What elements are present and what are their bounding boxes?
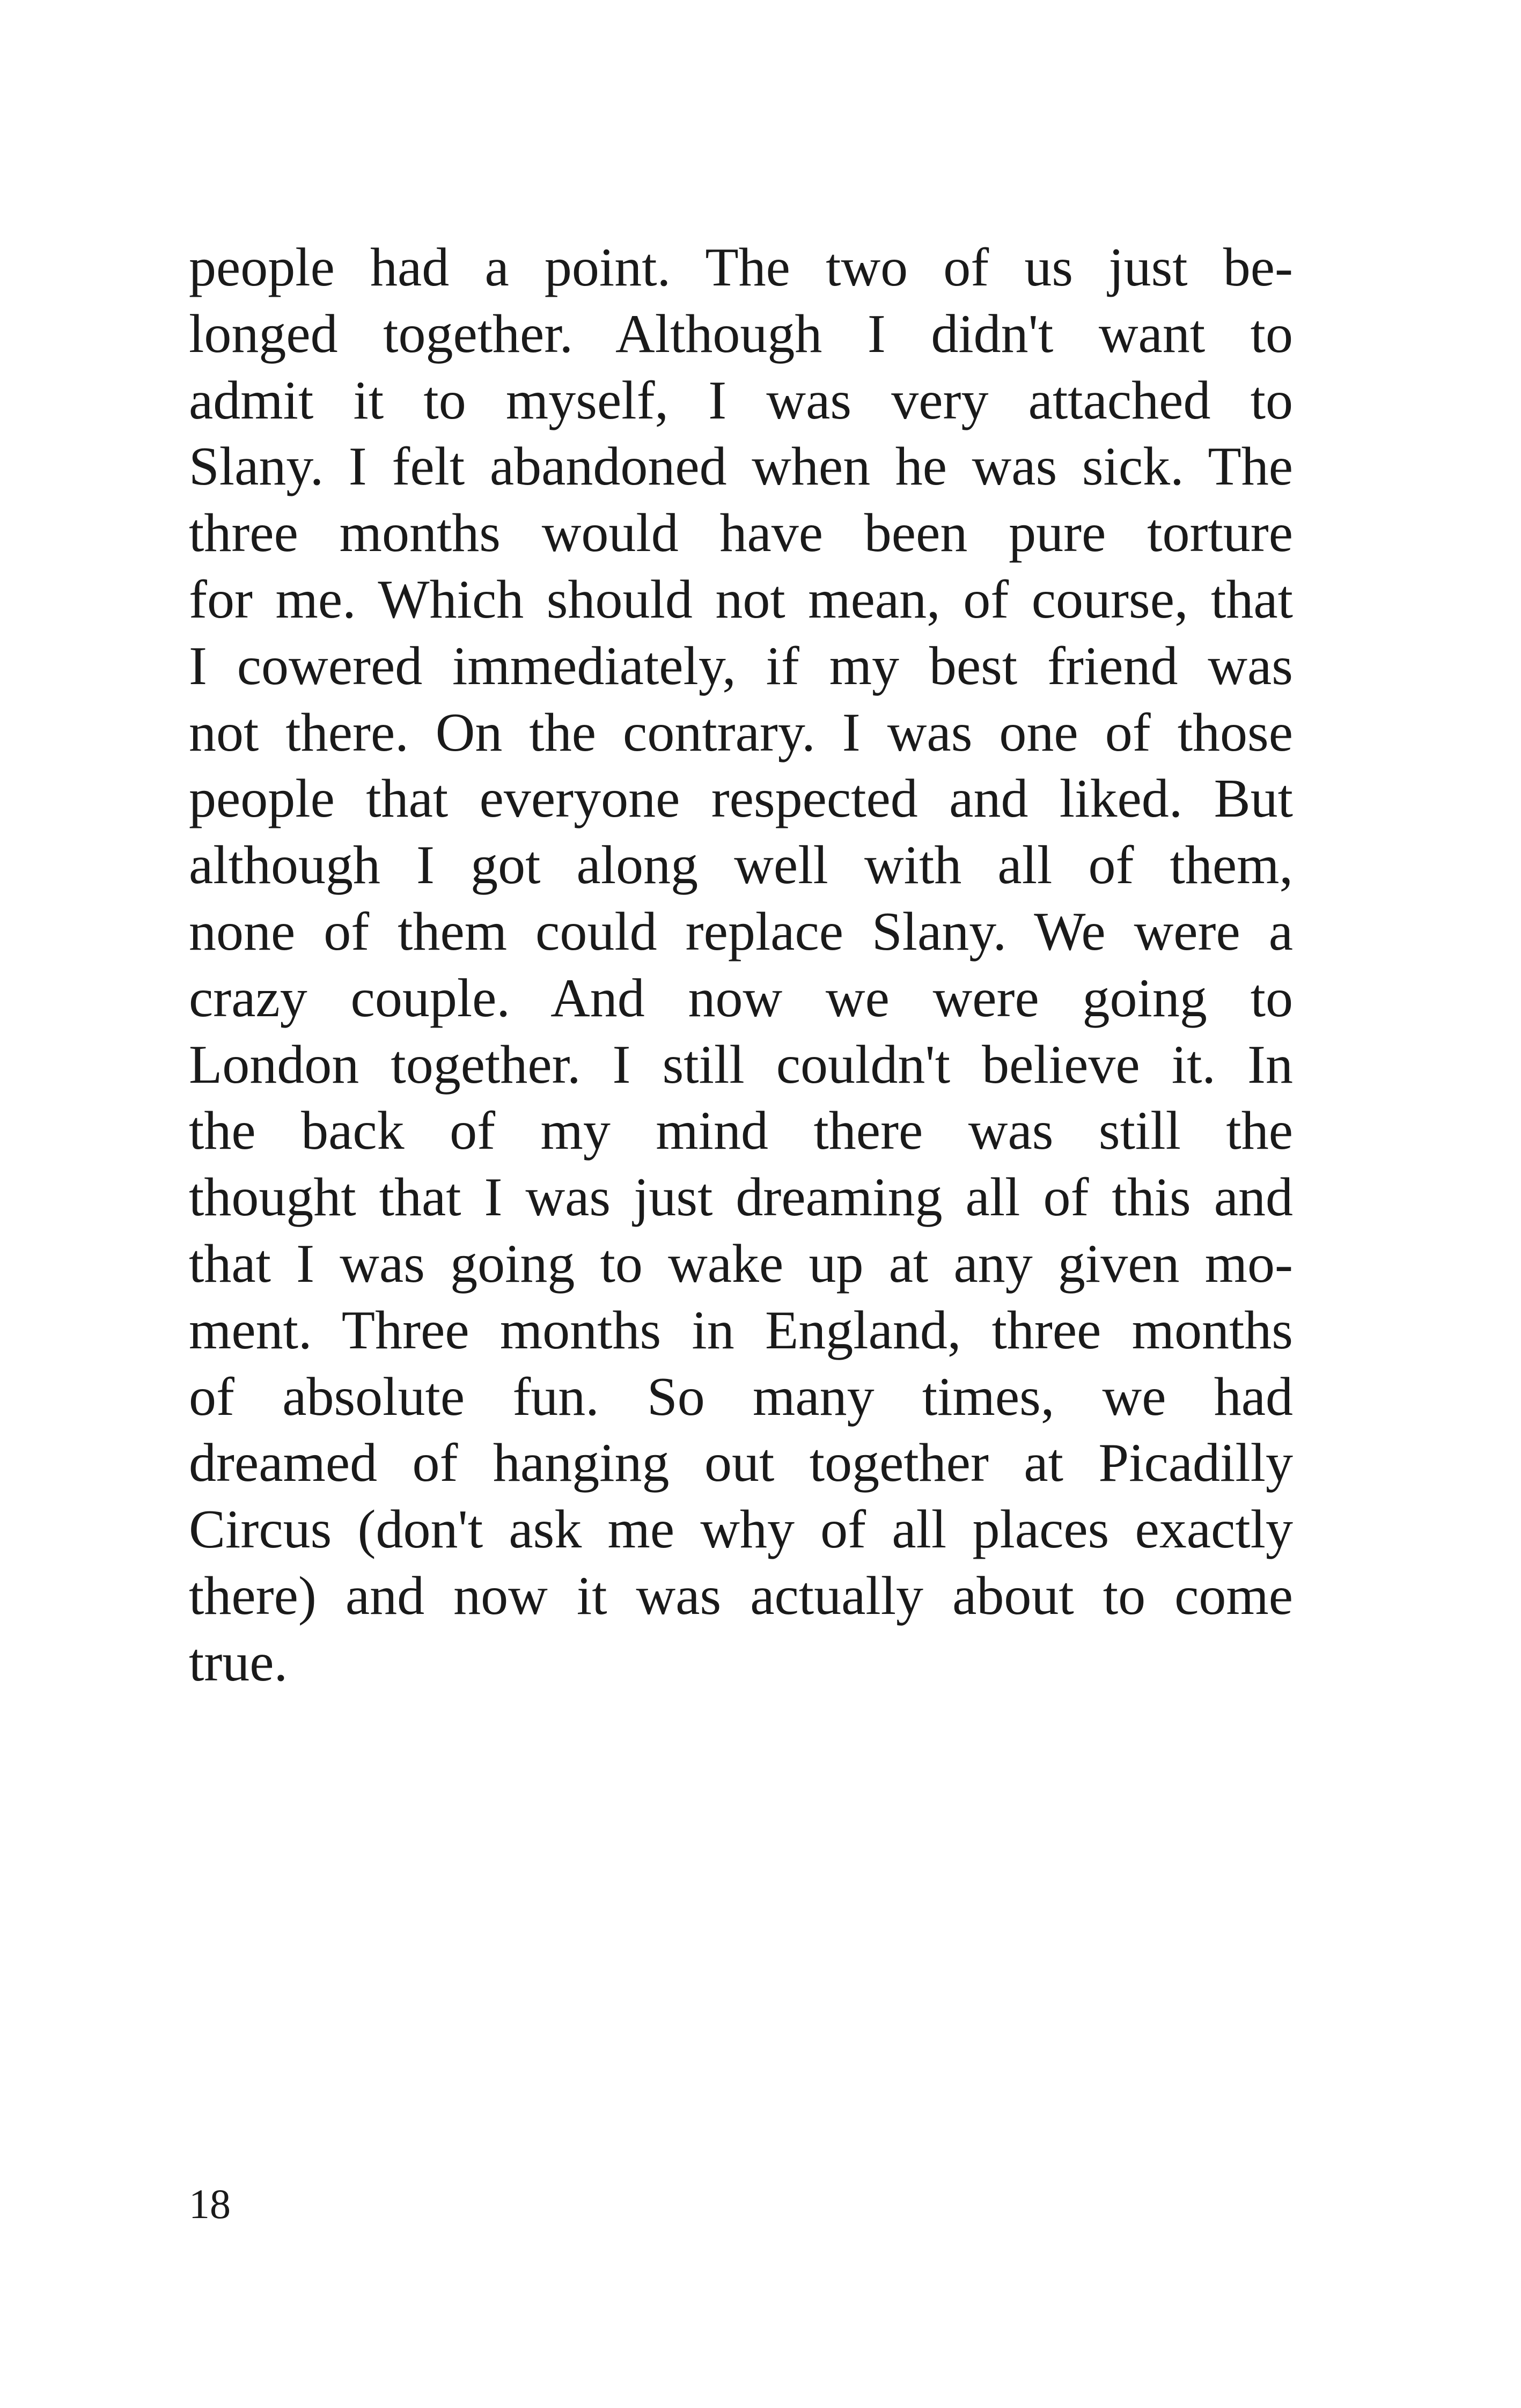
text-line: Circus (don't ask me why of all places exactly	[189, 1499, 1293, 1560]
text-line: three months would have been pure torture	[189, 503, 1293, 564]
text-line: people that everyone respected and liked. But	[189, 768, 1293, 829]
text-line: although I got along well with all of them,	[189, 835, 1293, 896]
text-line: none of them could replace Slany. We were a	[189, 901, 1293, 962]
text-line: for me. Which should not mean, of course, that	[189, 569, 1293, 630]
text-line: dreamed of hanging out together at Picadilly	[189, 1433, 1293, 1494]
text-line: there) and now it was actually about to come	[189, 1565, 1293, 1626]
page-number: 18	[189, 2181, 231, 2227]
text-line-last: true.	[189, 1632, 288, 1693]
text-line: people had a point. The two of us just be-	[189, 237, 1293, 298]
text-line: of absolute fun. So many times, we had	[189, 1366, 1293, 1427]
text-line: longed together. Although I didn't want to	[189, 303, 1293, 364]
text-line: thought that I was just dreaming all of this and	[189, 1167, 1293, 1228]
text-line: not there. On the contrary. I was one of those	[189, 702, 1293, 763]
body-text	[189, 234, 1293, 1696]
text-line: that I was going to wake up at any given mo-	[189, 1233, 1293, 1294]
text-line: ment. Three months in England, three months	[189, 1300, 1293, 1361]
text-line: the back of my mind there was still the	[189, 1100, 1293, 1162]
text-line: Slany. I felt abandoned when he was sick. The	[189, 436, 1293, 497]
text-line: admit it to myself, I was very attached to	[189, 370, 1293, 431]
text-line: London together. I still couldn't believe it. In	[189, 1034, 1293, 1095]
text-line: crazy couple. And now we were going to	[189, 967, 1293, 1029]
text-line: I cowered immediately, if my best friend was	[189, 635, 1293, 696]
